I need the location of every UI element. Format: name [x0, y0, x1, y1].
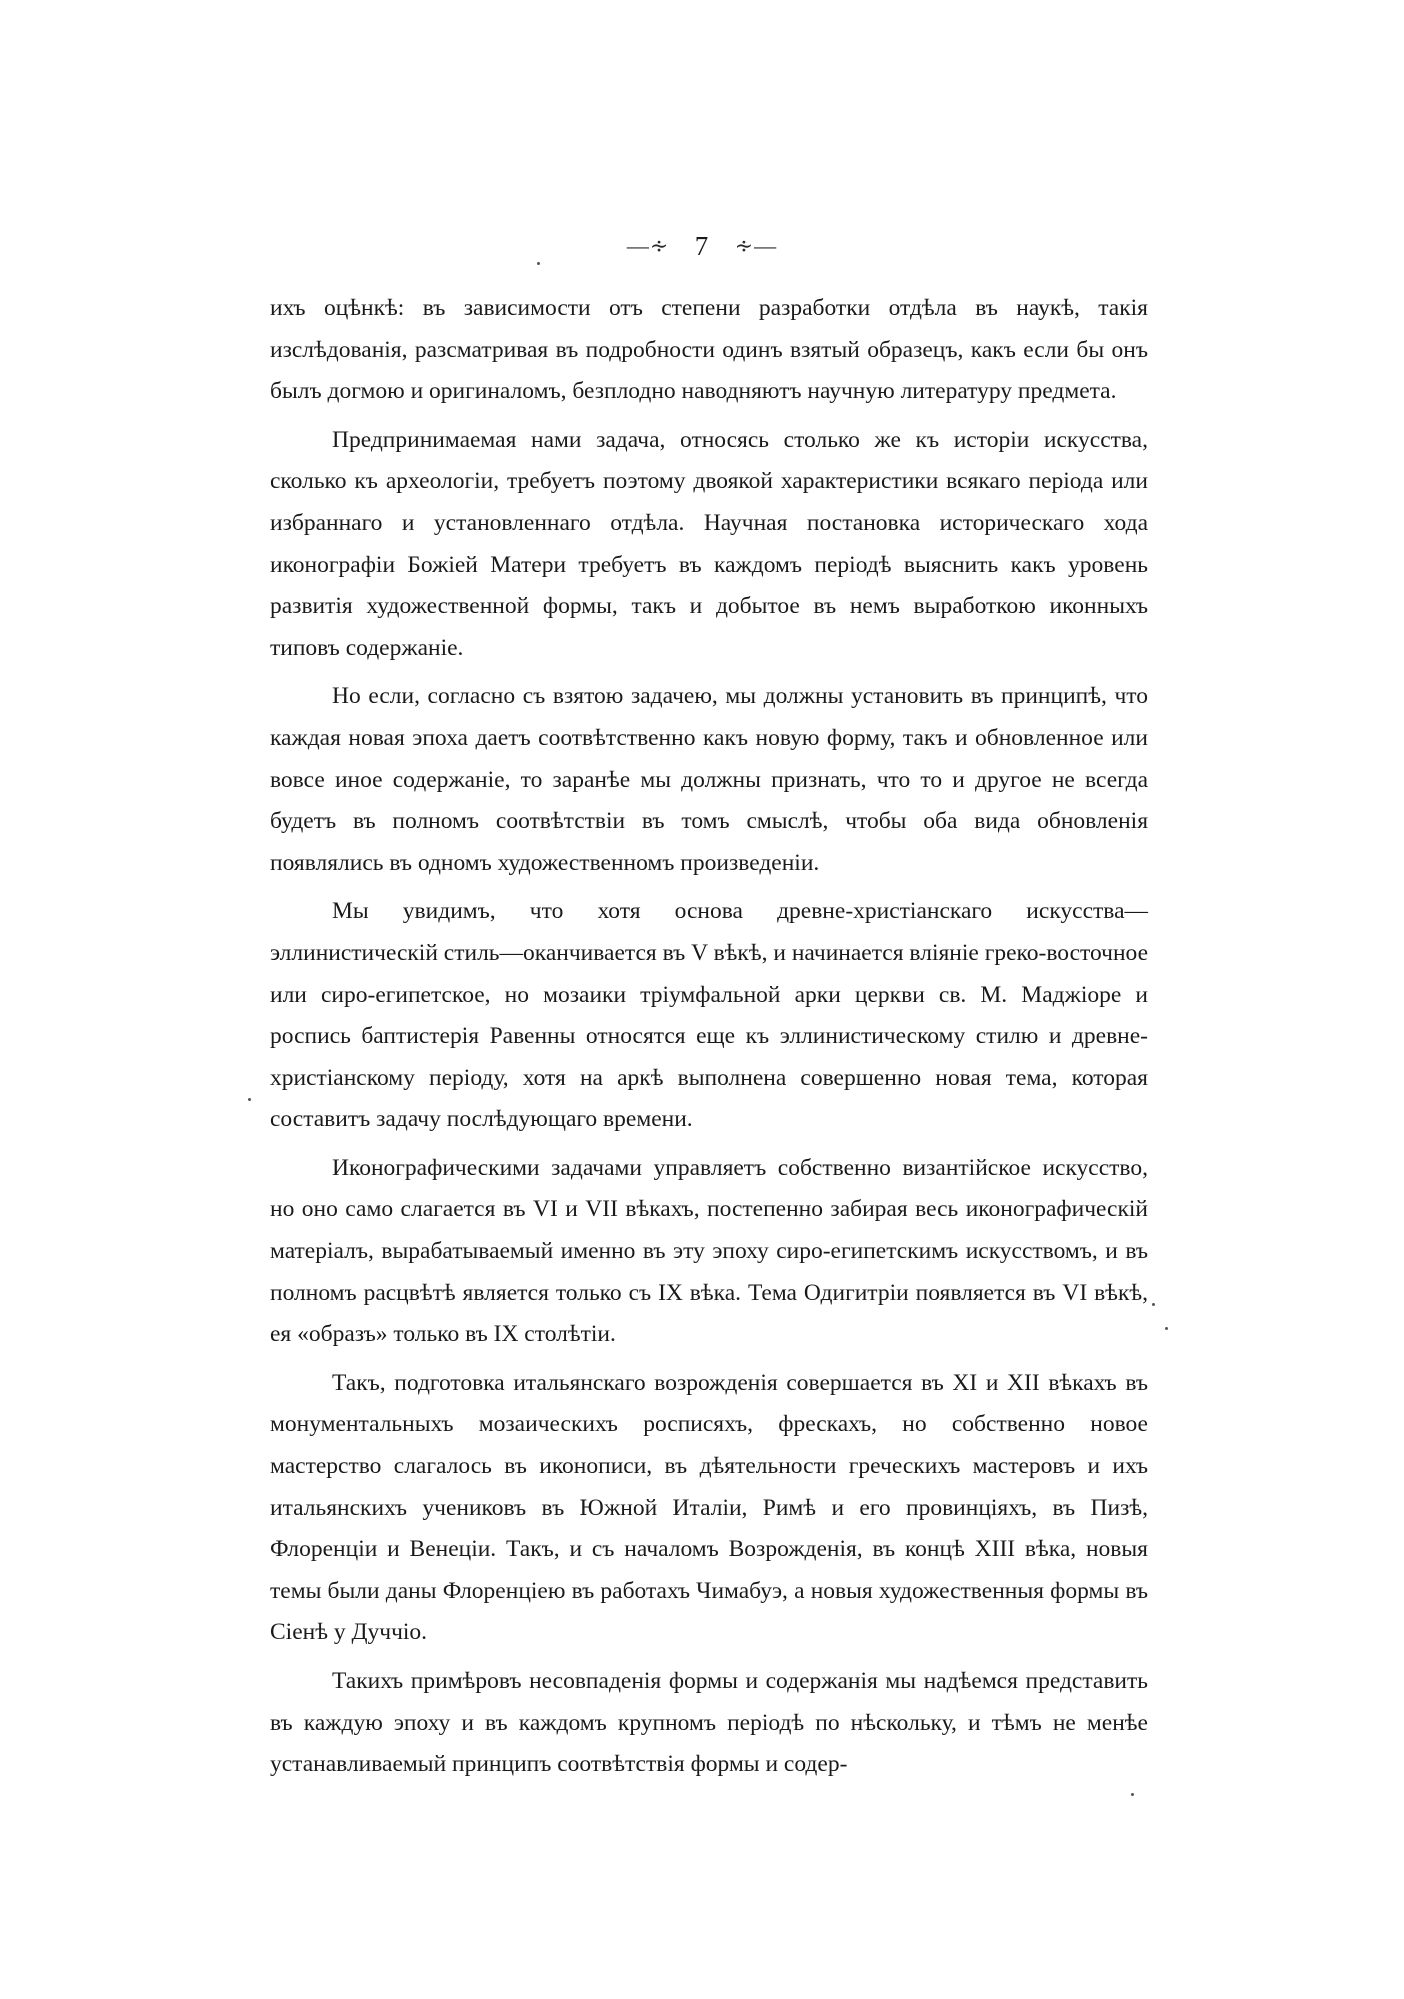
print-speck	[1152, 1303, 1155, 1306]
page-number	[0, 228, 1404, 262]
body-text	[270, 288, 1148, 1786]
paragraph: Мы увидимъ, что хотя основа древне-христіанскаго искусства— эллинистическій стиль—оканчивается въ V вѣкѣ, и начинается вліяніе греко-восточное или сиро-египетское, но мозаики тріумфальной арки церкви св. М. Маджіоре и роспись баптистерія Равенны относятся еще къ эллинистическому стилю и древне-христіанскому періоду, хотя на аркѣ выполнена совершенно новая тема, которая составитъ задачу послѣдующаго времени.	[270, 898, 1148, 1133]
ornament-left: —∻	[626, 233, 670, 259]
paragraph: Такихъ примѣровъ несовпаденія формы и содержанія мы надѣемся представить въ каждую эпоху и въ каждомъ крупномъ періодѣ по нѣскольку, и тѣмъ не менѣе устанавливаемый принципъ соотвѣтствія формы и содер-	[270, 1668, 1148, 1778]
print-speck	[1165, 1327, 1168, 1330]
paragraph: Такъ, подготовка итальянскаго возрожденія совершается въ XI и XII вѣкахъ въ монументальныхъ мозаическихъ росписяхъ, фрескахъ, но собственно новое мастерство слагалось въ иконописи, въ дѣятельности греческихъ мастеровъ и ихъ итальянскихъ учениковъ въ Южной Италіи, Римѣ и его провинціяхъ, въ Пизѣ, Флоренціи и Венеціи. Такъ, и съ началомъ Возрожденія, въ концѣ XIII вѣка, новыя темы были даны Флоренціею въ работахъ Чимабуэ, а новыя художественныя формы въ Сіенѣ у Дуччіо.	[270, 1369, 1148, 1646]
paragraph: Предпринимаемая нами задача, относясь столько же къ исторіи искусства, сколько къ археологіи, требуетъ поэтому двоякой характеристики всякаго періода или избраннаго и установленнаго отдѣла. Научная постановка историческаго хода иконографіи Божіей Матери требуетъ въ каждомъ періодѣ выяснить какъ уровень развитія художественной формы, такъ и добытое въ немъ выработкою иконныхъ типовъ содержаніе.	[270, 426, 1148, 661]
print-speck	[537, 262, 540, 265]
paragraph: ихъ оцѣнкѣ: въ зависимости отъ степени разработки отдѣла въ наукѣ, такія изслѣдованія, разсматривая въ подробности одинъ взятый образецъ, какъ если бы онъ былъ догмою и оригиналомъ, безплодно наводняютъ научную литературу предмета.	[270, 295, 1148, 405]
ornament-right: ∻—	[734, 233, 778, 259]
page-number-value: 7	[694, 231, 710, 262]
paragraph: Но если, согласно съ взятою задачею, мы должны установить въ принципѣ, что каждая новая эпоха даетъ соотвѣтственно какъ новую форму, такъ и обновленное или вовсе иное содержаніе, то заранѣе мы должны признать, что то и другое не всегда будетъ въ полномъ соотвѣтствіи въ томъ смыслѣ, чтобы оба вида обновленія появлялись въ одномъ художественномъ произведеніи.	[270, 683, 1148, 876]
print-speck	[248, 1098, 251, 1101]
paragraph: Иконографическими задачами управляетъ собственно византійское искусство, но оно само слагается въ VI и VII вѣкахъ, постепенно забирая весь иконографическій матеріалъ, вырабатываемый именно въ эту эпоху сиро-египетскимъ искусствомъ, и въ полномъ расцвѣтѣ является только съ IX вѣка. Тема Одигитріи появляется въ VI вѣкѣ, ея «образъ» только въ IX столѣтіи.	[270, 1154, 1148, 1348]
print-speck	[1131, 1793, 1134, 1796]
